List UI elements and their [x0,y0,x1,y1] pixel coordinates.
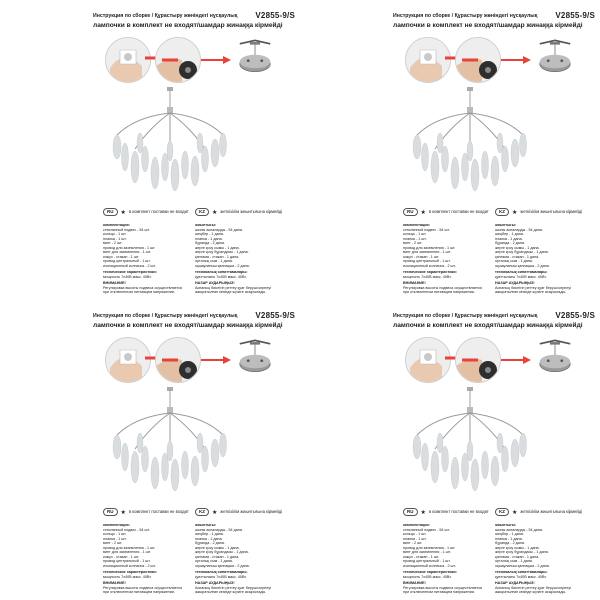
list-item: ажыратылған кезінде жүзеге асырылады. [495,590,567,594]
kz-tech-text: қуаттылығы 7x40В макс. 40Вт. [495,574,547,579]
list-item: винт для заземления - 1 шт. [403,250,451,254]
list-item: при отключенном питающем напряжении. [403,290,475,294]
list-item: провод для заземления - 1 шт. [403,545,456,550]
kz-tech-heading: техникалық сипаттамалары: [195,270,248,274]
list-item: шеңбер - 1 дана. [195,532,224,536]
star-icon: ★ [212,209,218,216]
list-item: изоляционный колпачок - 2 шт. [103,263,156,268]
list-item: Аспаның биіктігін реттеу қуат беруші кернеуі [495,585,572,590]
mounting-bracket-diagram [533,337,577,381]
list-item: при отключенном питающем напряжении. [103,590,175,594]
ru-badge: RU [103,208,118,216]
legend-ru [103,508,189,518]
ru-attention-text [403,586,489,595]
list-item: орталық сым - 1 дана. [195,259,233,263]
kz-attention-heading: НАЗАР АУДАРЫҢЫЗ! [195,581,235,585]
list-item: Регулировка высоты подвеса осуществляется [103,585,183,590]
list-item: жерге қосу бұрандасы - 1 дана. [495,250,549,254]
list-item: шеңбер - 1 дана. [195,232,224,236]
kz-contents-heading: жиынтығы: [195,223,217,227]
list-item: винт для заземления - 1 шт. [103,250,151,254]
ru-attention-text [103,586,189,595]
list-item: жерге қосу сымы - 1 дана. [495,545,540,550]
sheet-title: Инструкция по сборке / Құрастыру жөніндегі нұсқаулық [393,313,538,319]
list-item: кольцо - 1 шт. [103,232,127,236]
list-item: жерге қосу сымы - 1 дана. [495,245,540,250]
list-item: винт - 2 шт. [103,541,123,545]
star-icon: ★ [512,509,518,516]
list-item: при отключенном питающем напряжении. [403,590,475,594]
legend-kz [195,208,282,218]
model-number: V2855-9/S [255,311,295,320]
bulbs-not-included-note: лампочки в комплект не входят/шамдар жинаққа кірмейді [393,322,583,329]
legend-kz [495,208,582,218]
list-item: шеңбер - 1 дана. [495,532,524,536]
legend-ru [103,208,189,218]
kz-contents-heading: жиынтығы: [495,223,517,227]
list-item: оқшаулағыш қалпақша - 2 дана. [195,563,250,568]
kz-contents-list [195,228,281,269]
kz-tech-text: қуаттылығы 7x40В макс. 40Вт. [195,574,247,579]
kz-contents-heading: жиынтығы: [495,523,517,527]
list-item: кольцо - 1 шт. [403,232,427,236]
list-item: бұранда - 2 дана. [195,241,225,245]
ru-contents-heading: комплектация: [403,223,430,227]
list-item: жерге қосу бұрандасы - 1 дана. [495,550,549,554]
list-item: винт - 2 шт. [103,241,123,245]
legend-ru [403,208,489,218]
kz-column [195,521,281,595]
kz-tech-heading: техникалық сипаттамалары: [195,570,248,574]
list-item: Аспаның биіктігін реттеу қуат беруші кернеуі [195,585,272,590]
list-item: қаптама - стакан - 1 дана. [195,254,240,259]
list-item: планка - 1 дана. [495,536,523,541]
ru-contents-list [403,528,489,569]
legend-kz [495,508,582,518]
list-item: планка - 1 дана. [195,536,223,541]
chandelier-illustration [95,387,245,507]
list-item: кожух - стакан - 1 шт. [103,254,140,259]
sheet-title: Инструкция по сборке / Құрастыру жөніндегі нұсқаулық [93,13,238,19]
list-item: кожух - стакан - 1 шт. [403,554,440,559]
ru-tech-heading: технические характеристики: [103,570,157,574]
ru-column [103,521,189,595]
instruction-sheet [305,305,595,595]
ru-badge: RU [103,508,118,516]
ru-column [403,521,489,595]
list-item: кольцо - 1 шт. [103,532,127,536]
list-item: қаптама - стакан - 1 дана. [195,554,240,559]
list-item: провод центральный - 1 шт. [403,559,451,563]
list-item: орталық сым - 1 дана. [495,559,533,563]
model-number: V2855-9/S [255,11,295,20]
star-icon: ★ [420,209,426,216]
bulbs-not-included-note: лампочки в комплект не входят/шамдар жинаққа кірмейді [393,22,583,29]
ru-attention-heading: ВНИМАНИЕ! [103,581,126,585]
kz-contents-heading: жиынтығы: [195,523,217,527]
step-photo-2 [455,37,501,83]
kz-tech-text: қуаттылығы 7x40В макс. 40Вт. [195,274,247,279]
ru-contents-heading: комплектация: [103,223,130,227]
list-item: ажыратылған кезінде жүзеге асырылады. [195,590,267,594]
list-item: планка - 1 шт. [103,536,127,541]
list-item: шыны аспаларды - 54 дана. [495,527,543,532]
list-item: кольцо - 1 шт. [403,532,427,536]
list-item: провод центральный - 1 шт. [103,259,151,263]
list-item: планка - 1 шт. [403,536,427,541]
list-item: Регулировка высоты подвеса осуществляется [103,285,183,290]
ru-attention-text [103,286,189,295]
kz-attention-text [495,286,581,295]
ru-contents-heading: комплектация: [103,523,130,527]
legend-ru-text: в комплект поставки не входит [128,509,189,515]
ru-column [403,221,489,295]
ru-tech-heading: технические характеристики: [403,570,457,574]
list-item: оқшаулағыш қалпақша - 2 дана. [195,263,250,268]
list-item: планка - 1 шт. [403,236,427,241]
list-item: бұранда - 2 дана. [195,541,225,545]
list-item: ажыратылған кезінде жүзеге асырылады. [195,290,267,294]
legend-ru-text: в комплект поставки не входит [428,209,489,215]
mounting-bracket-diagram [233,37,277,81]
chandelier-illustration [95,87,245,207]
ru-tech-text: мощность 7x40В макс. 40Вт. [403,574,452,579]
list-item: планка - 1 дана. [495,236,523,241]
bulbs-not-included-note: лампочки в комплект не входят/шамдар жинаққа кірмейді [93,22,283,29]
model-number: V2855-9/S [555,311,595,320]
ru-badge: RU [403,208,418,216]
kz-attention-text [195,286,281,295]
ru-attention-heading: ВНИМАНИЕ! [403,581,426,585]
list-item: винт - 2 шт. [403,541,423,545]
list-item: винт для заземления - 1 шт. [403,550,451,554]
list-item: провод для заземления - 1 шт. [103,545,156,550]
list-item: шеңбер - 1 дана. [495,232,524,236]
kz-tech-text: қуаттылығы 7x40В макс. 40Вт. [495,274,547,279]
list-item: жерге қосу бұрандасы - 1 дана. [195,250,249,254]
kz-contents-list [195,528,281,569]
list-item: стеклянный подвес - 54 шт. [403,527,450,532]
step-photo-2 [155,37,201,83]
legend-kz [195,508,282,518]
list-item: кожух - стакан - 1 шт. [403,254,440,259]
list-item: қаптама - стакан - 1 дана. [495,254,540,259]
kz-badge: KZ [195,208,209,216]
legend-kz-text: жеткізілім жиынтығына кірмейді [520,209,583,215]
instruction-sheet [305,5,595,295]
list-item: изоляционный колпачок - 2 шт. [403,263,456,268]
bulbs-not-included-note: лампочки в комплект не входят/шамдар жинаққа кірмейді [93,322,283,329]
list-item: оқшаулағыш қалпақша - 2 дана. [495,263,550,268]
list-item: кожух - стакан - 1 шт. [103,554,140,559]
mounting-bracket-diagram [233,337,277,381]
ru-contents-list [103,228,189,269]
list-item: ажыратылған кезінде жүзеге асырылады. [495,290,567,294]
list-item: Аспаның биіктігін реттеу қуат беруші кернеуі [195,285,272,290]
legend-kz-text: жеткізілім жиынтығына кірмейді [220,509,283,515]
list-item: провод для заземления - 1 шт. [103,245,156,250]
kz-tech-heading: техникалық сипаттамалары: [495,570,548,574]
list-item: винт для заземления - 1 шт. [103,550,151,554]
kz-tech-heading: техникалық сипаттамалары: [495,270,548,274]
ru-badge: RU [403,508,418,516]
kz-attention-text [195,586,281,595]
arrow-icon [201,355,231,365]
list-item: оқшаулағыш қалпақша - 2 дана. [495,563,550,568]
chandelier-illustration [395,387,545,507]
kz-contents-list [495,528,581,569]
mounting-bracket-diagram [533,37,577,81]
instruction-sheet [5,305,295,595]
kz-column [495,521,581,595]
list-item: Аспаның биіктігін реттеу қуат беруші кернеуі [495,285,572,290]
list-item: бұранда - 2 дана. [495,241,525,245]
legend-kz-text: жеткізілім жиынтығына кірмейді [220,209,283,215]
ru-attention-text [403,286,489,295]
list-item: шыны аспаларды - 54 дана. [495,227,543,232]
ru-tech-text: мощность 7x40В макс. 40Вт. [403,274,452,279]
list-item: қаптама - стакан - 1 дана. [495,554,540,559]
kz-attention-heading: НАЗАР АУДАРЫҢЫЗ! [195,281,235,285]
list-item: провод центральный - 1 шт. [403,259,451,263]
list-item: шыны аспаларды - 54 дана. [195,227,243,232]
star-icon: ★ [212,509,218,516]
kz-contents-list [495,228,581,269]
instruction-sheet [5,5,295,295]
ru-tech-text: мощность 7x40В макс. 40Вт. [103,274,152,279]
list-item: стеклянный подвес - 54 шт. [103,527,150,532]
list-item: провод для заземления - 1 шт. [403,245,456,250]
ru-attention-heading: ВНИМАНИЕ! [403,281,426,285]
legend-ru-text: в комплект поставки не входит [128,209,189,215]
kz-column [195,221,281,295]
list-item: винт - 2 шт. [403,241,423,245]
sheet-title: Инструкция по сборке / Құрастыру жөніндегі нұсқаулық [393,13,538,19]
kz-attention-text [495,586,581,595]
star-icon: ★ [120,509,126,516]
ru-tech-heading: технические характеристики: [403,270,457,274]
list-item: шыны аспаларды - 54 дана. [195,527,243,532]
list-item: орталық сым - 1 дана. [195,559,233,563]
list-item: Регулировка высоты подвеса осуществляется [403,585,483,590]
kz-badge: KZ [495,508,509,516]
list-item: жерге қосу сымы - 1 дана. [195,245,240,250]
legend-ru [403,508,489,518]
legend-ru-text: в комплект поставки не входит [428,509,489,515]
chandelier-illustration [395,87,545,207]
list-item: стеклянный подвес - 54 шт. [103,227,150,232]
list-item: изоляционный колпачок - 2 шт. [403,563,456,568]
ru-column [103,221,189,295]
ru-contents-list [403,228,489,269]
list-item: стеклянный подвес - 54 шт. [403,227,450,232]
star-icon: ★ [512,209,518,216]
list-item: планка - 1 дана. [195,236,223,241]
list-item: планка - 1 шт. [103,236,127,241]
sheet-title: Инструкция по сборке / Құрастыру жөніндегі нұсқаулық [93,313,238,319]
list-item: орталық сым - 1 дана. [495,259,533,263]
list-item: жерге қосу сымы - 1 дана. [195,545,240,550]
model-number: V2855-9/S [555,11,595,20]
star-icon: ★ [120,209,126,216]
ru-tech-heading: технические характеристики: [103,270,157,274]
ru-contents-heading: комплектация: [403,523,430,527]
arrow-icon [501,55,531,65]
arrow-icon [501,355,531,365]
legend-kz-text: жеткізілім жиынтығына кірмейді [520,509,583,515]
kz-column [495,221,581,295]
kz-badge: KZ [195,508,209,516]
list-item: жерге қосу бұрандасы - 1 дана. [195,550,249,554]
ru-attention-heading: ВНИМАНИЕ! [103,281,126,285]
arrow-icon [201,55,231,65]
list-item: изоляционный колпачок - 2 шт. [103,563,156,568]
list-item: бұранда - 2 дана. [495,541,525,545]
star-icon: ★ [420,509,426,516]
step-photo-2 [455,337,501,383]
list-item: при отключенном питающем напряжении. [103,290,175,294]
kz-attention-heading: НАЗАР АУДАРЫҢЫЗ! [495,581,535,585]
ru-contents-list [103,528,189,569]
ru-tech-text: мощность 7x40В макс. 40Вт. [103,574,152,579]
step-photo-2 [155,337,201,383]
kz-badge: KZ [495,208,509,216]
list-item: провод центральный - 1 шт. [103,559,151,563]
list-item: Регулировка высоты подвеса осуществляется [403,285,483,290]
kz-attention-heading: НАЗАР АУДАРЫҢЫЗ! [495,281,535,285]
